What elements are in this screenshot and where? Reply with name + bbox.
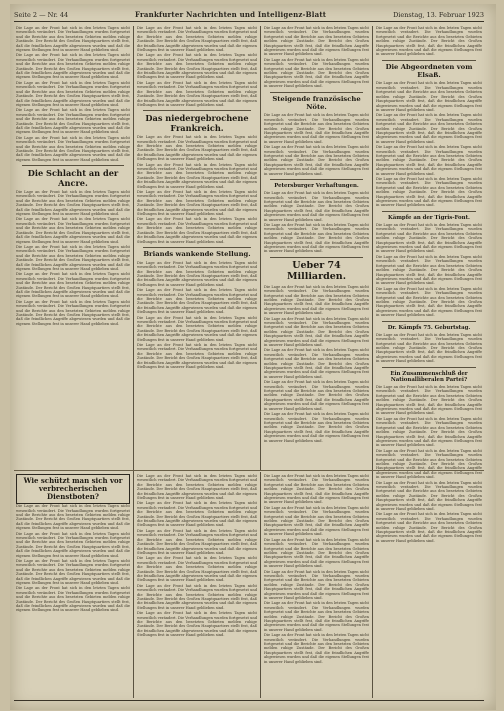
article-text: Die Lage an der Front hat sich in den letzten Tagen nicht wesentlich verändert. Die Verhandlungen wurden fortgesetzt und die Berichte aus den besetzten Gebieten melden ruhige Zustände. Der Bericht des Großen Hauptquartiers stellt fest, daß die feindlichen Angriffe abgewiesen wurden und daß die eigenen Stellungen fest in unserer Hand geblieben sind. [376, 26, 482, 57]
headline-steigende: Steigende französische Nöte. [272, 94, 361, 111]
article-divider [143, 247, 251, 248]
page-header [14, 4, 484, 22]
article-text: Die Lage an der Front hat sich in den letzten Tagen nicht wesentlich verändert. Die Verhandlungen wurden fortgesetzt und die Berichte aus den besetzten Gebieten melden ruhige Zustände. Der Bericht des Großen Hauptquartiers stellt fest, daß die feindlichen Angriffe abgewiesen wurden und daß die eigenen Stellungen fest in unserer Hand geblieben sind. [16, 531, 130, 558]
article-text: Die Lage an der Front hat sich in den letzten Tagen nicht wesentlich verändert. Die Verhandlungen wurden fortgesetzt und die Berichte aus den besetzten Gebieten melden ruhige Zustände. Der Bericht des Großen Hauptquartiers stellt fest, daß die feindlichen Angriffe abgewiesen wurden und daß die eigenen Stellungen fest in unserer Hand geblieben sind. [264, 316, 369, 348]
column-rule [260, 26, 261, 470]
article-text: Die Lage an der Front hat sich in den letzten Tagen nicht wesentlich verändert. Die Verhandlungen wurden fortgesetzt und die Berichte aus den besetzten Gebieten melden ruhige Zustände. Der Bericht des Großen Hauptquartiers stellt fest, daß die feindlichen Angriffe abgewiesen wurden und daß die eigenen Stellungen fest in unserer Hand geblieben sind. [137, 80, 257, 107]
article-text: Die Lage an der Front hat sich in den letzten Tagen nicht wesentlich verändert. Die Verhandlungen wurden fortgesetzt und die Berichte aus den besetzten Gebieten melden ruhige Zustände. Der Bericht des Großen Hauptquartiers stellt fest, daß die feindlichen Angriffe abgewiesen wurden und daß die eigenen Stellungen fest in unserer Hand geblieben sind. [137, 190, 257, 217]
column-2 [137, 26, 257, 470]
article-text: Die Lage an der Front hat sich in den letzten Tagen nicht wesentlich verändert. Die Verhandlungen wurden fortgesetzt und die Berichte aus den besetzten Gebieten melden ruhige Zustände. Der Bericht des Großen Hauptquartiers stellt fest, daß die feindlichen Angriffe abgewiesen wurden und daß die eigenen Stellungen fest in unserer Hand geblieben sind. [137, 611, 257, 638]
article-text: Die Lage an der Front hat sich in den letzten Tagen nicht wesentlich verändert. Die Verhandlungen wurden fortgesetzt und die Berichte aus den besetzten Gebieten melden ruhige Zustände. Der Bericht des Großen Hauptquartiers stellt fest, daß die feindlichen Angriffe abgewiesen wurden und daß die eigenen Stellungen fest in unserer Hand geblieben sind. [16, 559, 130, 586]
issue-date: Dienstag, 13. Februar 1923 [393, 11, 484, 19]
headline-petersburg: Petersburger Verhaftungen. [274, 183, 359, 189]
article-text: Die Lage an der Front hat sich in den letzten Tagen nicht wesentlich verändert. Die Verhandlungen wurden fortgesetzt und die Berichte aus den besetzten Gebieten melden ruhige Zustände. Der Bericht des Großen Hauptquartiers stellt fest, daß die feindlichen Angriffe abgewiesen wurden und daß die eigenen Stellungen fest in unserer Hand geblieben sind. [264, 348, 369, 379]
headline-abgeordneten: Die Abgeordneten vom Elsaß. [385, 62, 473, 79]
article-text: Die Lage an der Front hat sich in den letzten Tagen nicht wesentlich verändert. Die Verhandlungen wurden fortgesetzt und die Berichte aus den besetzten Gebieten melden ruhige Zustände. Der Bericht des Großen Hauptquartiers stellt fest, daß die feindlichen Angriffe abgewiesen wurden und daß die eigenen Stellungen fest in unserer Hand geblieben sind. [264, 569, 369, 600]
article-text: Die Lage an der Front hat sich in den letzten Tagen nicht wesentlich verändert. Die Verhandlungen wurden fortgesetzt und die Berichte aus den besetzten Gebieten melden ruhige Zustände. Der Bericht des Großen Hauptquartiers stellt fest, daß die feindlichen Angriffe abgewiesen wurden und daß die eigenen Stellungen fest in unserer Hand geblieben sind. [16, 80, 130, 107]
article-text: Die Lage an der Front hat sich in den letzten Tagen nicht wesentlich verändert. Die Verhandlungen wurden fortgesetzt und die Berichte aus den besetzten Gebieten melden ruhige Zustände. Der Bericht des Großen Hauptquartiers stellt fest, daß die feindlichen Angriffe abgewiesen wurden und daß die eigenen Stellungen fest in unserer Hand geblieben sind. [16, 135, 130, 162]
headline-kaempfe: Kämpfe an der Tigris-Font. [388, 214, 470, 221]
article-text: Die Lage an der Front hat sich in den letzten Tagen nicht wesentlich verändert. Die Verhandlungen wurden fortgesetzt und die Berichte aus den besetzten Gebieten melden ruhige Zustände. Der Bericht des Großen Hauptquartiers stellt fest, daß die feindlichen Angriffe abgewiesen wurden und daß die eigenen Stellungen fest in unserer Hand geblieben sind. [137, 135, 257, 162]
article-text: Die Lage an der Front hat sich in den letzten Tagen nicht wesentlich verändert. Die Verhandlungen wurden fortgesetzt und die Berichte aus den besetzten Gebieten melden ruhige Zustände. Der Bericht des Großen Hauptquartiers stellt fest, daß die feindlichen Angriffe abgewiesen wurden und daß die eigenen Stellungen fest in unserer Hand geblieben sind. [16, 244, 130, 271]
column-1-lower [16, 474, 130, 698]
article-text: Die Lage an der Front hat sich in den letzten Tagen nicht wesentlich verändert. Die Verhandlungen wurden fortgesetzt und die Berichte aus den besetzten Gebieten melden ruhige Zustände. Der Bericht des Großen Hauptquartiers stellt fest, daß die feindlichen Angriffe abgewiesen wurden und daß die eigenen Stellungen fest in unserer Hand geblieben sind. [264, 284, 369, 316]
article-text: Die Lage an der Front hat sich in den letzten Tagen nicht wesentlich verändert. Die Verhandlungen wurden fortgesetzt und die Berichte aus den besetzten Gebieten melden ruhige Zustände. Der Bericht des Großen Hauptquartiers stellt fest, daß die feindlichen Angriffe abgewiesen wurden und daß die eigenen Stellungen fest in unserer Hand geblieben sind. [137, 260, 257, 287]
article-text: Die Lage an der Front hat sich in den letzten Tagen nicht wesentlich verändert. Die Verhandlungen wurden fortgesetzt und die Berichte aus den besetzten Gebieten melden ruhige Zustände. Der Bericht des Großen Hauptquartiers stellt fest, daß die feindlichen Angriffe abgewiesen wurden und daß die eigenen Stellungen fest in unserer Hand geblieben sind. [264, 505, 369, 537]
article-text: Die Lage an der Front hat sich in den letzten Tagen nicht wesentlich verändert. Die Verhandlungen wurden fortgesetzt und die Berichte aus den besetzten Gebieten melden ruhige Zustände. Der Bericht des Großen Hauptquartiers stellt fest, daß die feindlichen Angriffe abgewiesen wurden und daß die eigenen Stellungen fest in unserer Hand geblieben sind. [137, 583, 257, 610]
article-text: Die Lage an der Front hat sich in den letzten Tagen nicht wesentlich verändert. Die Verhandlungen wurden fortgesetzt und die Berichte aus den besetzten Gebieten melden ruhige Zustände. Der Bericht des Großen Hauptquartiers stellt fest, daß die feindlichen Angriffe abgewiesen wurden und daß die eigenen Stellungen fest in unserer Hand geblieben sind. [264, 145, 369, 176]
article-text: Die Lage an der Front hat sich in den letzten Tagen nicht wesentlich verändert. Die Verhandlungen wurden fortgesetzt und die Berichte aus den besetzten Gebieten melden ruhige Zustände. Der Bericht des Großen Hauptquartiers stellt fest, daß die feindlichen Angriffe abgewiesen wurden und daß die eigenen Stellungen fest in unserer Hand geblieben sind. [137, 556, 257, 583]
article-text: Die Lage an der Front hat sich in den letzten Tagen nicht wesentlich verändert. Die Verhandlungen wurden fortgesetzt und die Berichte aus den besetzten Gebieten melden ruhige Zustände. Der Bericht des Großen Hauptquartiers stellt fest, daß die feindlichen Angriffe abgewiesen wurden und daß die eigenen Stellungen fest in unserer Hand geblieben sind. [264, 474, 369, 505]
article-divider [382, 321, 476, 322]
article-text: Die Lage an der Front hat sich in den letzten Tagen nicht wesentlich verändert. Die Verhandlungen wurden fortgesetzt und die Berichte aus den besetzten Gebieten melden ruhige Zustände. Der Bericht des Großen Hauptquartiers stellt fest, daß die feindlichen Angriffe abgewiesen wurden und daß die eigenen Stellungen fest in unserer Hand geblieben sind. [264, 223, 369, 254]
newspaper-title: Frankfurter Nachrichten und Intelligenz-Blatt [135, 10, 327, 19]
article-text: Die Lage an der Front hat sich in den letzten Tagen nicht wesentlich verändert. Die Verhandlungen wurden fortgesetzt und die Berichte aus den besetzten Gebieten melden ruhige Zustände. Der Bericht des Großen Hauptquartiers stellt fest, daß die feindlichen Angriffe abgewiesen wurden und daß die eigenen Stellungen fest in unserer Hand geblieben sind. [264, 380, 369, 411]
headline-frankreich: Das niedergebrochene Frankreich. [145, 113, 249, 133]
article-text: Die Lage an der Front hat sich in den letzten Tagen nicht wesentlich verändert. Die Verhandlungen wurden fortgesetzt und die Berichte aus den besetzten Gebieten melden ruhige Zustände. Der Bericht des Großen Hauptquartiers stellt fest, daß die feindlichen Angriffe abgewiesen wurden und daß die eigenen Stellungen fest in unserer Hand geblieben sind. [137, 288, 257, 315]
article-text: Die Lage an der Front hat sich in den letzten Tagen nicht wesentlich verändert. Die Verhandlungen wurden fortgesetzt und die Berichte aus den besetzten Gebieten melden ruhige Zustände. Der Bericht des Großen Hauptquartiers stellt fest, daß die feindlichen Angriffe abgewiesen wurden und daß die eigenen Stellungen fest in unserer Hand geblieben sind. [137, 26, 257, 53]
article-text: Die Lage an der Front hat sich in den letzten Tagen nicht wesentlich verändert. Die Verhandlungen wurden fortgesetzt und die Berichte aus den besetzten Gebieten melden ruhige Zustände. Der Bericht des Großen Hauptquartiers stellt fest, daß die feindlichen Angriffe abgewiesen wurden und daß die eigenen Stellungen fest in unserer Hand geblieben sind. [376, 177, 482, 208]
article-text: Die Lage an der Front hat sich in den letzten Tagen nicht wesentlich verändert. Die Verhandlungen wurden fortgesetzt und die Berichte aus den besetzten Gebieten melden ruhige Zustände. Der Bericht des Großen Hauptquartiers stellt fest, daß die feindlichen Angriffe abgewiesen wurden und daß die eigenen Stellungen fest in unserer Hand geblieben sind. [376, 416, 482, 448]
article-text: Die Lage an der Front hat sich in den letzten Tagen nicht wesentlich verändert. Die Verhandlungen wurden fortgesetzt und die Berichte aus den besetzten Gebieten melden ruhige Zustände. Der Bericht des Großen Hauptquartiers stellt fest, daß die feindlichen Angriffe abgewiesen wurden und daß die eigenen Stellungen fest in unserer Hand geblieben sind. [264, 601, 369, 632]
article-text: Die Lage an der Front hat sich in den letzten Tagen nicht wesentlich verändert. Die Verhandlungen wurden fortgesetzt und die Berichte aus den besetzten Gebieten melden ruhige Zustände. Der Bericht des Großen Hauptquartiers stellt fest, daß die feindlichen Angriffe abgewiesen wurden und daß die eigenen Stellungen fest in unserer Hand geblieben sind. [376, 113, 482, 144]
headline-partei: Ein Zusammenschluß der Nationalliberalen Partei? [390, 370, 468, 383]
article-text: Die Lage an der Front hat sich in den letzten Tagen nicht wesentlich verändert. Die Verhandlungen wurden fortgesetzt und die Berichte aus den besetzten Gebieten melden ruhige Zustände. Der Bericht des Großen Hauptquartiers stellt fest, daß die feindlichen Angriffe abgewiesen wurden und daß die eigenen Stellungen fest in unserer Hand geblieben sind. [376, 254, 482, 286]
article-divider [382, 60, 476, 61]
article-divider [270, 92, 363, 93]
article-text: Die Lage an der Front hat sich in den letzten Tagen nicht wesentlich verändert. Die Verhandlungen wurden fortgesetzt und die Berichte aus den besetzten Gebieten melden ruhige Zustände. Der Bericht des Großen Hauptquartiers stellt fest, daß die feindlichen Angriffe abgewiesen wurden und daß die eigenen Stellungen fest in unserer Hand geblieben sind. [137, 501, 257, 528]
article-text: Die Lage an der Front hat sich in den letzten Tagen nicht wesentlich verändert. Die Verhandlungen wurden fortgesetzt und die Berichte aus den besetzten Gebieten melden ruhige Zustände. Der Bericht des Großen Hauptquartiers stellt fest, daß die feindlichen Angriffe abgewiesen wurden und daß die eigenen Stellungen fest in unserer Hand geblieben sind. [16, 272, 130, 299]
article-text: Die Lage an der Front hat sich in den letzten Tagen nicht wesentlich verändert. Die Verhandlungen wurden fortgesetzt und die Berichte aus den besetzten Gebieten melden ruhige Zustände. Der Bericht des Großen Hauptquartiers stellt fest, daß die feindlichen Angriffe abgewiesen wurden und daß die eigenen Stellungen fest in unserer Hand geblieben sind. [264, 191, 369, 222]
article-divider [22, 165, 124, 166]
article-text: Die Lage an der Front hat sich in den letzten Tagen nicht wesentlich verändert. Die Verhandlungen wurden fortgesetzt und die Berichte aus den besetzten Gebieten melden ruhige Zustände. Der Bericht des Großen Hauptquartiers stellt fest, daß die feindlichen Angriffe abgewiesen wurden und daß die eigenen Stellungen fest in unserer Hand geblieben sind. [264, 57, 369, 89]
article-text: Die Lage an der Front hat sich in den letzten Tagen nicht wesentlich verändert. Die Verhandlungen wurden fortgesetzt und die Berichte aus den besetzten Gebieten melden ruhige Zustände. Der Bericht des Großen Hauptquartiers stellt fest, daß die feindlichen Angriffe abgewiesen wurden und daß die eigenen Stellungen fest in unserer Hand geblieben sind. [16, 108, 130, 135]
column-1 [16, 26, 130, 470]
article-text: Die Lage an der Front hat sich in den letzten Tagen nicht wesentlich verändert. Die Verhandlungen wurden fortgesetzt und die Berichte aus den besetzten Gebieten melden ruhige Zustände. Der Bericht des Großen Hauptquartiers stellt fest, daß die feindlichen Angriffe abgewiesen wurden und daß die eigenen Stellungen fest in unserer Hand geblieben sind. [376, 480, 482, 511]
column-3-lower [264, 474, 369, 698]
article-text: Die Lage an der Front hat sich in den letzten Tagen nicht wesentlich verändert. Die Verhandlungen wurden fortgesetzt und die Berichte aus den besetzten Gebieten melden ruhige Zustände. Der Bericht des Großen Hauptquartiers stellt fest, daß die feindlichen Angriffe abgewiesen wurden und daß die eigenen Stellungen fest in unserer Hand geblieben sind. [137, 343, 257, 370]
article-text: Die Lage an der Front hat sich in den letzten Tagen nicht wesentlich verändert. Die Verhandlungen wurden fortgesetzt und die Berichte aus den besetzten Gebieten melden ruhige Zustände. Der Bericht des Großen Hauptquartiers stellt fest, daß die feindlichen Angriffe abgewiesen wurden und daß die eigenen Stellungen fest in unserer Hand geblieben sind. [376, 512, 482, 543]
section-divider [14, 470, 484, 471]
article-text: Die Lage an der Front hat sich in den letzten Tagen nicht wesentlich verändert. Die Verhandlungen wurden fortgesetzt und die Berichte aus den besetzten Gebieten melden ruhige Zustände. Der Bericht des Großen Hauptquartiers stellt fest, daß die feindlichen Angriffe abgewiesen wurden und daß die eigenen Stellungen fest in unserer Hand geblieben sind. [376, 223, 482, 254]
headline-schlacht: Die Schlacht an der Ancre. [27, 168, 119, 188]
headline-dienstboten: Wie schützt man sich vor verbrecherischen Dienstboten? [16, 474, 130, 504]
column-3 [264, 26, 369, 470]
article-text: Die Lage an der Front hat sich in den letzten Tagen nicht wesentlich verändert. Die Verhandlungen wurden fortgesetzt und die Berichte aus den besetzten Gebieten melden ruhige Zustände. Der Bericht des Großen Hauptquartiers stellt fest, daß die feindlichen Angriffe abgewiesen wurden und daß die eigenen Stellungen fest in unserer Hand geblieben sind. [264, 113, 369, 144]
article-divider [270, 257, 363, 258]
article-divider [270, 179, 363, 180]
article-text: Die Lage an der Front hat sich in den letzten Tagen nicht wesentlich verändert. Die Verhandlungen wurden fortgesetzt und die Berichte aus den besetzten Gebieten melden ruhige Zustände. Der Bericht des Großen Hauptquartiers stellt fest, daß die feindlichen Angriffe abgewiesen wurden und daß die eigenen Stellungen fest in unserer Hand geblieben sind. [376, 145, 482, 176]
article-divider [382, 211, 476, 212]
article-text: Die Lage an der Front hat sich in den letzten Tagen nicht wesentlich verändert. Die Verhandlungen wurden fortgesetzt und die Berichte aus den besetzten Gebieten melden ruhige Zustände. Der Bericht des Großen Hauptquartiers stellt fest, daß die feindlichen Angriffe abgewiesen wurden und daß die eigenen Stellungen fest in unserer Hand geblieben sind. [16, 586, 130, 613]
article-text: Die Lage an der Front hat sich in den letzten Tagen nicht wesentlich verändert. Die Verhandlungen wurden fortgesetzt und die Berichte aus den besetzten Gebieten melden ruhige Zustände. Der Bericht des Großen Hauptquartiers stellt fest, daß die feindlichen Angriffe abgewiesen wurden und daß die eigenen Stellungen fest in unserer Hand geblieben sind. [137, 528, 257, 555]
article-text: Die Lage an der Front hat sich in den letzten Tagen nicht wesentlich verändert. Die Verhandlungen wurden fortgesetzt und die Berichte aus den besetzten Gebieten melden ruhige Zustände. Der Bericht des Großen Hauptquartiers stellt fest, daß die feindlichen Angriffe abgewiesen wurden und daß die eigenen Stellungen fest in unserer Hand geblieben sind. [264, 537, 369, 569]
page-number: Seite 2 — Nr. 44 [14, 11, 69, 19]
article-text: Die Lage an der Front hat sich in den letzten Tagen nicht wesentlich verändert. Die Verhandlungen wurden fortgesetzt und die Berichte aus den besetzten Gebieten melden ruhige Zustände. Der Bericht des Großen Hauptquartiers stellt fest, daß die feindlichen Angriffe abgewiesen wurden und daß die eigenen Stellungen fest in unserer Hand geblieben sind. [16, 217, 130, 244]
article-text: Die Lage an der Front hat sich in den letzten Tagen nicht wesentlich verändert. Die Verhandlungen wurden fortgesetzt und die Berichte aus den besetzten Gebieten melden ruhige Zustände. Der Bericht des Großen Hauptquartiers stellt fest, daß die feindlichen Angriffe abgewiesen wurden und daß die eigenen Stellungen fest in unserer Hand geblieben sind. [137, 315, 257, 342]
article-text: Die Lage an der Front hat sich in den letzten Tagen nicht wesentlich verändert. Die Verhandlungen wurden fortgesetzt und die Berichte aus den besetzten Gebieten melden ruhige Zustände. Der Bericht des Großen Hauptquartiers stellt fest, daß die feindlichen Angriffe abgewiesen wurden und daß die eigenen Stellungen fest in unserer Hand geblieben sind. [16, 190, 130, 217]
article-text: Die Lage an der Front hat sich in den letzten Tagen nicht wesentlich verändert. Die Verhandlungen wurden fortgesetzt und die Berichte aus den besetzten Gebieten melden ruhige Zustände. Der Bericht des Großen Hauptquartiers stellt fest, daß die feindlichen Angriffe abgewiesen wurden und daß die eigenen Stellungen fest in unserer Hand geblieben sind. [16, 53, 130, 80]
article-divider [143, 110, 251, 111]
article-text: Die Lage an der Front hat sich in den letzten Tagen nicht wesentlich verändert. Die Verhandlungen wurden fortgesetzt und die Berichte aus den besetzten Gebieten melden ruhige Zustände. Der Bericht des Großen Hauptquartiers stellt fest, daß die feindlichen Angriffe abgewiesen wurden und daß die eigenen Stellungen fest in unserer Hand geblieben sind. [264, 633, 369, 664]
article-text: Die Lage an der Front hat sich in den letzten Tagen nicht wesentlich verändert. Die Verhandlungen wurden fortgesetzt und die Berichte aus den besetzten Gebieten melden ruhige Zustände. Der Bericht des Großen Hauptquartiers stellt fest, daß die feindlichen Angriffe abgewiesen wurden und daß die eigenen Stellungen fest in unserer Hand geblieben sind. [16, 504, 130, 531]
article-text: Die Lage an der Front hat sich in den letzten Tagen nicht wesentlich verändert. Die Verhandlungen wurden fortgesetzt und die Berichte aus den besetzten Gebieten melden ruhige Zustände. Der Bericht des Großen Hauptquartiers stellt fest, daß die feindlichen Angriffe abgewiesen wurden und daß die eigenen Stellungen fest in unserer Hand geblieben sind. [137, 162, 257, 189]
article-text: Die Lage an der Front hat sich in den letzten Tagen nicht wesentlich verändert. Die Verhandlungen wurden fortgesetzt und die Berichte aus den besetzten Gebieten melden ruhige Zustände. Der Bericht des Großen Hauptquartiers stellt fest, daß die feindlichen Angriffe abgewiesen wurden und daß die eigenen Stellungen fest in unserer Hand geblieben sind. [376, 332, 482, 364]
article-text: Die Lage an der Front hat sich in den letzten Tagen nicht wesentlich verändert. Die Verhandlungen wurden fortgesetzt und die Berichte aus den besetzten Gebieten melden ruhige Zustände. Der Bericht des Großen Hauptquartiers stellt fest, daß die feindlichen Angriffe abgewiesen wurden und daß die eigenen Stellungen fest in unserer Hand geblieben sind. [264, 412, 369, 443]
article-text: Die Lage an der Front hat sich in den letzten Tagen nicht wesentlich verändert. Die Verhandlungen wurden fortgesetzt und die Berichte aus den besetzten Gebieten melden ruhige Zustände. Der Bericht des Großen Hauptquartiers stellt fest, daß die feindlichen Angriffe abgewiesen wurden und daß die eigenen Stellungen fest in unserer Hand geblieben sind. [376, 448, 482, 480]
article-divider [382, 367, 476, 368]
headline-geburtstag: Dr. Kämpfs 75. Geburtstag. [387, 324, 471, 331]
article-text: Die Lage an der Front hat sich in den letzten Tagen nicht wesentlich verändert. Die Verhandlungen wurden fortgesetzt und die Berichte aus den besetzten Gebieten melden ruhige Zustände. Der Bericht des Großen Hauptquartiers stellt fest, daß die feindlichen Angriffe abgewiesen wurden und daß die eigenen Stellungen fest in unserer Hand geblieben sind. [376, 385, 482, 416]
article-text: Die Lage an der Front hat sich in den letzten Tagen nicht wesentlich verändert. Die Verhandlungen wurden fortgesetzt und die Berichte aus den besetzten Gebieten melden ruhige Zustände. Der Bericht des Großen Hauptquartiers stellt fest, daß die feindlichen Angriffe abgewiesen wurden und daß die eigenen Stellungen fest in unserer Hand geblieben sind. [137, 474, 257, 501]
article-text: Die Lage an der Front hat sich in den letzten Tagen nicht wesentlich verändert. Die Verhandlungen wurden fortgesetzt und die Berichte aus den besetzten Gebieten melden ruhige Zustände. Der Bericht des Großen Hauptquartiers stellt fest, daß die feindlichen Angriffe abgewiesen wurden und daß die eigenen Stellungen fest in unserer Hand geblieben sind. [16, 26, 130, 53]
article-text: Die Lage an der Front hat sich in den letzten Tagen nicht wesentlich verändert. Die Verhandlungen wurden fortgesetzt und die Berichte aus den besetzten Gebieten melden ruhige Zustände. Der Bericht des Großen Hauptquartiers stellt fest, daß die feindlichen Angriffe abgewiesen wurden und daß die eigenen Stellungen fest in unserer Hand geblieben sind. [376, 81, 482, 112]
column-rule [260, 472, 261, 698]
article-text: Die Lage an der Front hat sich in den letzten Tagen nicht wesentlich verändert. Die Verhandlungen wurden fortgesetzt und die Berichte aus den besetzten Gebieten melden ruhige Zustände. Der Bericht des Großen Hauptquartiers stellt fest, daß die feindlichen Angriffe abgewiesen wurden und daß die eigenen Stellungen fest in unserer Hand geblieben sind. [137, 53, 257, 80]
headline-briand: Briands wankende Stellung. [143, 249, 251, 258]
article-text: Die Lage an der Front hat sich in den letzten Tagen nicht wesentlich verändert. Die Verhandlungen wurden fortgesetzt und die Berichte aus den besetzten Gebieten melden ruhige Zustände. Der Bericht des Großen Hauptquartiers stellt fest, daß die feindlichen Angriffe abgewiesen wurden und daß die eigenen Stellungen fest in unserer Hand geblieben sind. [376, 286, 482, 318]
column-rule [133, 26, 134, 698]
column-rule [372, 26, 373, 698]
page-bottom-rule [14, 700, 484, 701]
headline-milliarden: Ueber 74 Milliarden. [286, 259, 346, 282]
article-text: Die Lage an der Front hat sich in den letzten Tagen nicht wesentlich verändert. Die Verhandlungen wurden fortgesetzt und die Berichte aus den besetzten Gebieten melden ruhige Zustände. Der Bericht des Großen Hauptquartiers stellt fest, daß die feindlichen Angriffe abgewiesen wurden und daß die eigenen Stellungen fest in unserer Hand geblieben sind. [137, 217, 257, 244]
column-2-lower [137, 474, 257, 698]
article-text: Die Lage an der Front hat sich in den letzten Tagen nicht wesentlich verändert. Die Verhandlungen wurden fortgesetzt und die Berichte aus den besetzten Gebieten melden ruhige Zustände. Der Bericht des Großen Hauptquartiers stellt fest, daß die feindlichen Angriffe abgewiesen wurden und daß die eigenen Stellungen fest in unserer Hand geblieben sind. [264, 26, 369, 57]
column-4 [376, 26, 482, 698]
article-text: Die Lage an der Front hat sich in den letzten Tagen nicht wesentlich verändert. Die Verhandlungen wurden fortgesetzt und die Berichte aus den besetzten Gebieten melden ruhige Zustände. Der Bericht des Großen Hauptquartiers stellt fest, daß die feindlichen Angriffe abgewiesen wurden und daß die eigenen Stellungen fest in unserer Hand geblieben sind. [16, 299, 130, 326]
